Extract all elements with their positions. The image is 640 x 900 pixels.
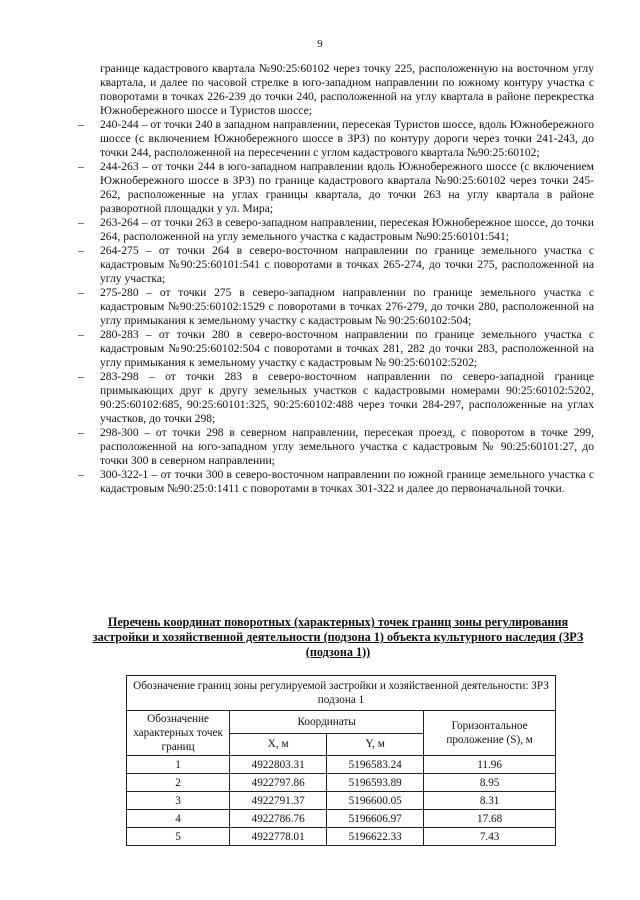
cell-s: 8.95	[424, 774, 556, 792]
cell-y: 5196593.89	[327, 774, 424, 792]
cell-s: 8.31	[424, 792, 556, 810]
segment-text: 264-275 – от точки 264 в северо-восточном направлении по границе земельного участка с кадастровым №90:25:60101:541 с поворотами в точках 265-274, до точки 275, расположенной на углу участка;	[100, 244, 594, 285]
section-heading: Перечень координат поворотных (характерных) точек границ зоны регулирования застройки и хозяйственной деятельности (подзона 1) объекта культурного наследия (ЗРЗ (подзона 1))	[92, 615, 584, 659]
list-item	[78, 244, 594, 286]
page-number: 9	[317, 38, 323, 50]
table-row	[127, 810, 556, 828]
cell-x: 4922786.76	[230, 810, 327, 828]
cell-x: 4922791.37	[230, 792, 327, 810]
list-item	[78, 118, 594, 160]
cell-x: 4922803.31	[230, 756, 327, 774]
header-x: X, м	[230, 733, 327, 756]
list-dash: –	[78, 370, 84, 383]
table-row	[127, 774, 556, 792]
list-dash: –	[78, 216, 84, 229]
list-item	[78, 328, 594, 370]
list-dash: –	[78, 468, 84, 481]
list-dash: –	[78, 118, 84, 131]
table-row	[127, 828, 556, 846]
list-dash: –	[78, 328, 84, 341]
cell-x: 4922778.01	[230, 828, 327, 846]
cell-y: 5196583.24	[327, 756, 424, 774]
boundary-segment-list	[78, 118, 594, 496]
header-horizontal-distance: Горизонтальное проложение (S), м	[424, 711, 556, 756]
list-item	[78, 160, 594, 216]
cell-y: 5196622.33	[327, 828, 424, 846]
cell-s: 11.96	[424, 756, 556, 774]
header-y: Y, м	[327, 733, 424, 756]
cell-x: 4922797.86	[230, 774, 327, 792]
list-dash: –	[78, 244, 84, 257]
list-dash: –	[78, 286, 84, 299]
cell-point: 4	[127, 810, 230, 828]
list-item	[78, 216, 594, 244]
list-item	[78, 286, 594, 328]
segment-text: 298-300 – от точки 298 в северном направлении, пересекая проезд, с поворотом в точке 299, расположенной на юго-западном углу земельного участка с кадастровым № 90:25:60101:27, до точки 300 в северном направлении;	[100, 426, 594, 467]
cell-point: 3	[127, 792, 230, 810]
cell-s: 7.43	[424, 828, 556, 846]
list-item	[78, 468, 594, 496]
segment-text: 263-264 – от точки 263 в северо-западном направлении, пересекая Южнобережное шоссе, до точки 264, расположенной на углу земельного участка с кадастровым №90:25:60101:541;	[100, 216, 594, 243]
table-row	[127, 792, 556, 810]
list-item	[78, 426, 594, 468]
table-row	[127, 756, 556, 774]
segment-text: 280-283 – от точки 280 в северо-восточном направлении по границе земельного участка с кадастровым №90:25:60102:504 с поворотами в точках 281, 282 до точки 283, расположенной на углу примыкания к земельному участку с кадастровым № 90:25:60102:5202;	[100, 328, 594, 369]
header-coordinates: Координаты	[230, 711, 424, 734]
segment-text: 275-280 – от точки 275 в северо-западном направлении по границе земельного участка с кадастровым №90:25:60102:1529 с поворотами в точках 276-279, до точки 280, расположенной на углу примыкания к земельному участку с кадастровым № 90:25:60102:504;	[100, 286, 594, 327]
segment-text: 283-298 – от точки 283 в северо-восточном направлении по северо-западной границе примыкающих друг к другу земельных участков с кадастровыми номерами 90:25:60102:5202, 90:25:60102:685, 90:25:60101:325, 90:25:60102:488 через точки 284-297, расположенные на углах участков, до точки 298;	[100, 370, 594, 425]
header-point-designation: Обозначение характерных точек границ	[127, 711, 230, 756]
segment-text: 244-263 – от точки 244 в юго-западном направлении вдоль Южнобережного шоссе (с включением Южнобережного шоссе в ЗРЗ) по границе кадастрового квартала №90:25:60102 через точки 245-262, расположенные на углах границы квартала, до точки 263 на углу квартала в районе разворотной площадки у ул. Мира;	[100, 160, 594, 215]
table-caption: Обозначение границ зоны регулируемой застройки и хозяйственной деятельности: ЗРЗ подзона 1	[127, 676, 556, 711]
cell-point: 5	[127, 828, 230, 846]
cell-point: 1	[127, 756, 230, 774]
cell-y: 5196600.05	[327, 792, 424, 810]
cell-y: 5196606.97	[327, 810, 424, 828]
segment-text: 240-244 – от точки 240 в западном направлении, пересекая Туристов шоссе, вдоль Южнобережного шоссе (с включением Южнобережного шоссе в ЗРЗ) по контуру дороги через точки 241-243, до точки 244, расположенной на пересечении с углом кадастрового квартала №90:25:60102;	[100, 118, 594, 159]
lead-paragraph: границе кадастрового квартала №90:25:60102 через точку 225, расположенную на восточном углу квартала, и далее по часовой стрелке в юго-западном направлении по южному контуру участка с поворотами в точках 226-239 до точки 240, расположенной на углу квартала в районе перекрестка Южнобережного шоссе и Туристов шоссе;	[100, 62, 594, 117]
segment-text: 300-322-1 – от точки 300 в северо-восточном направлении по южной границе земельного участка с кадастровым №90:25:0:1411 с поворотами в точках 301-322 и далее до первоначальной точки.	[100, 468, 594, 495]
cell-point: 2	[127, 774, 230, 792]
list-dash: –	[78, 426, 84, 439]
list-item	[78, 370, 594, 426]
list-dash: –	[78, 160, 84, 173]
cell-s: 17.68	[424, 810, 556, 828]
coordinates-table	[126, 675, 556, 846]
body-text	[78, 62, 594, 496]
